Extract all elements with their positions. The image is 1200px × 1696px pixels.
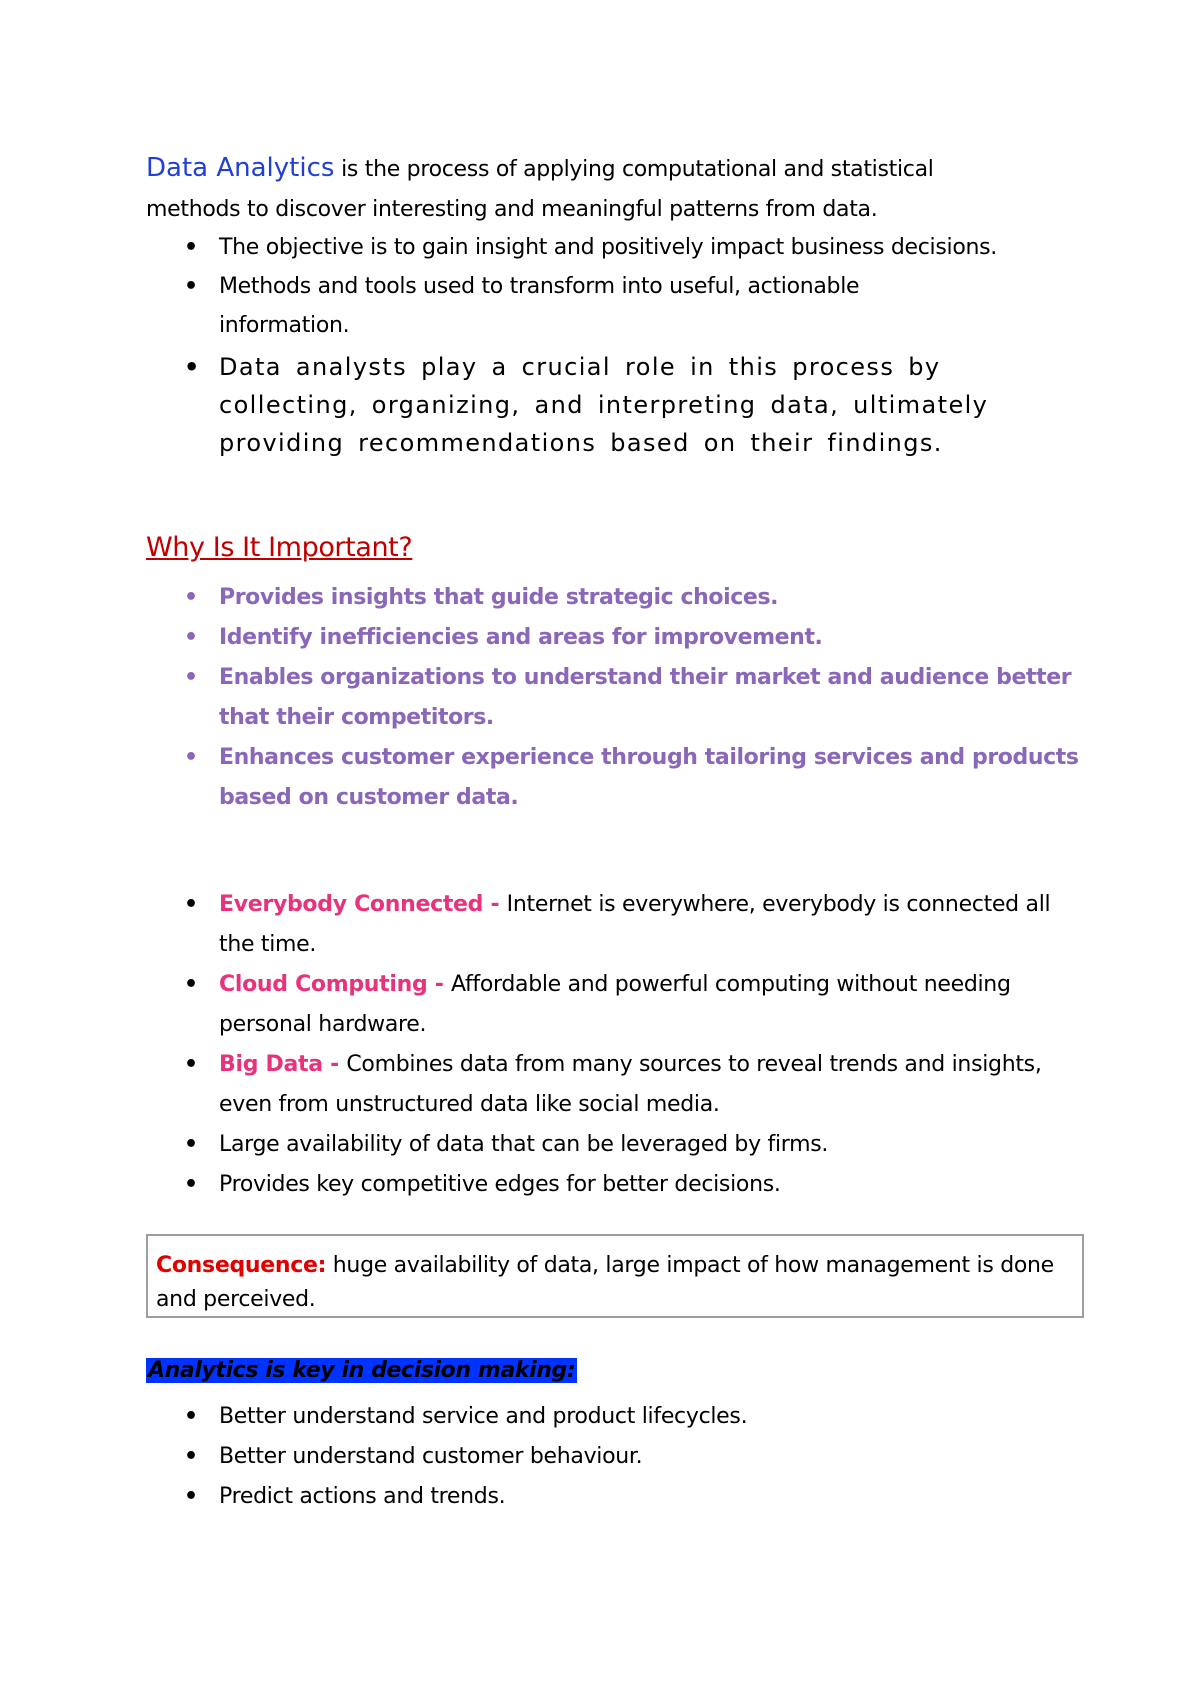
list-item: • Better understand customer behaviour. [146,1437,1086,1477]
list-item: • Better understand service and product lifecycles. [146,1397,1086,1437]
list-item [146,885,1086,965]
key-heading-highlight: Analytics is key in decision making: [148,1358,576,1383]
driver-text: Internet is everywhere, everybody is connected all the time. [219,892,1051,957]
list-item: • Data analysts play a crucial role in this process by collecting, organizing, and interpreting data, ultimately providing recommendations based on their findings. [146,348,1086,462]
list-item [146,965,1086,1045]
consequence-label: Consequence: [156,1253,327,1278]
driver-text: Combines data from many sources to reveal trends and insights, even from unstructured data like social media. [219,1052,1042,1117]
definition-line1: is the process of applying computational and statistical [334,157,934,182]
intro-bullet-list [146,228,1086,462]
consequence-box [146,1234,1084,1318]
key-bullet-list [146,1397,1086,1517]
drivers-bullet-list [146,885,1086,1205]
definition-paragraph [146,148,1086,230]
term-everybody-connected: Everybody Connected - [219,892,507,917]
list-item: • Identify inefficiencies and areas for improvement. [146,618,1086,658]
driver-text: Affordable and powerful computing without needing personal hardware. [219,972,1011,1037]
key-heading [146,1356,1086,1386]
term-data-analytics: Data Analytics [146,153,335,183]
definition-line2: methods to discover interesting and meaningful patterns from data. [146,197,878,222]
intro-definition [146,148,1086,230]
list-item: • Enables organizations to understand their market and audience better that their competitors. [146,658,1086,738]
why-bullet-list [146,578,1086,818]
list-item: • Large availability of data that can be leveraged by firms. [146,1125,1086,1165]
consequence-text: huge availability of data, large impact of how management is done and perceived. [156,1253,1054,1312]
term-big-data: Big Data - [219,1052,347,1077]
list-item: • Predict actions and trends. [146,1477,1086,1517]
list-item: • Methods and tools used to transform into useful, actionable information. [146,267,1086,345]
list-item: • The objective is to gain insight and positively impact business decisions. [146,228,1086,267]
term-cloud-computing: Cloud Computing - [219,972,451,997]
list-item: • Provides insights that guide strategic choices. [146,578,1086,618]
list-item: • Provides key competitive edges for better decisions. [146,1165,1086,1205]
list-item: • Enhances customer experience through tailoring services and products based on customer data. [146,738,1086,818]
list-item [146,1045,1086,1125]
why-heading: Why Is It Important? [146,532,413,563]
